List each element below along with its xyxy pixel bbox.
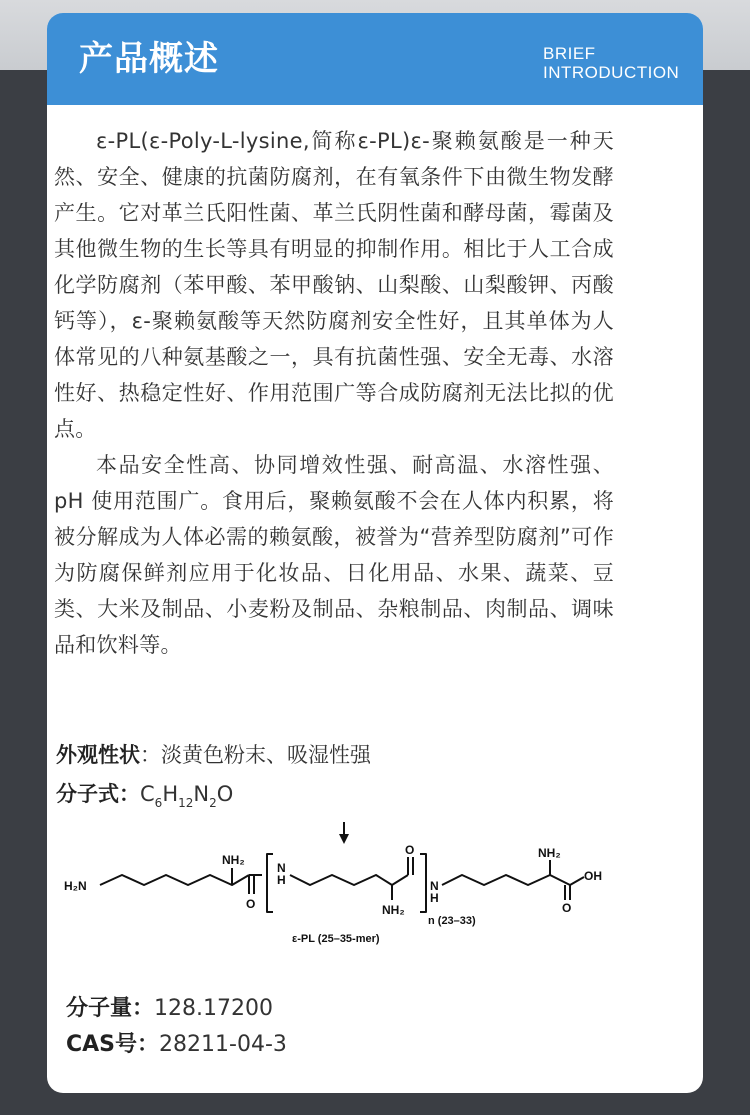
bracket-left (267, 854, 273, 912)
description-text (54, 123, 614, 663)
formula-n: N (193, 782, 210, 806)
label-nh2-2: NH₂ (382, 903, 405, 917)
header-en-line2: INTRODUCTION (543, 63, 680, 82)
structure-diagram (52, 812, 632, 962)
formula-h-count: 12 (178, 796, 194, 810)
label-nh2-3: NH₂ (538, 846, 561, 860)
formula-c: C (140, 782, 155, 806)
mw-value: 128.17200 (154, 996, 273, 1021)
appearance-label: 外观性状 (56, 743, 140, 767)
label-repeat: n (23–33) (428, 915, 476, 927)
label-n-2: N (430, 879, 439, 893)
chain-1 (100, 875, 249, 885)
mw-row (66, 994, 273, 1024)
label-oh: OH (584, 869, 602, 883)
paragraph-2: 本品安全性高、协同增效性强、耐高温、水溶性强、pH 使用范围广。食用后，聚赖氨酸不会在人体内积累，将被分解成为人体必需的赖氨酸，被誉为“营养型防腐剂”可作为防腐保鲜剂应用于化妆品、日化用品、水果、蔬菜、豆类、大米及制品、小麦粉及制品、杂粮制品、肉制品、调味品和饮料等。 (54, 453, 614, 657)
header-title: 产品概述 (79, 39, 219, 79)
formula-o: O (216, 782, 234, 806)
label-h2n: H₂N (64, 879, 87, 893)
label-h-2: H (430, 891, 439, 905)
card-header (47, 13, 703, 105)
cas-value: 28211-04-3 (159, 1032, 287, 1057)
label-nh2-1: NH₂ (222, 853, 245, 867)
mw-label: 分子量： (66, 996, 155, 1021)
label-n-1: N (277, 861, 286, 875)
arrow-head (339, 834, 349, 844)
label-o-2: O (405, 843, 415, 857)
oh-bond (570, 877, 584, 885)
appearance-row (56, 740, 371, 770)
formula-label: 分子式： (56, 782, 140, 806)
formula-h: H (162, 782, 179, 806)
header-en-line1: BRIEF (543, 44, 596, 63)
bracket-right (420, 854, 426, 912)
chain-2 (290, 875, 408, 885)
chain-3 (442, 875, 570, 885)
label-h-1: H (277, 873, 286, 887)
formula-c-count: 6 (154, 796, 163, 810)
paragraph-1: ε-PL(ε-Poly-L-lysine,简称ε-PL)ε-聚赖氨酸是一种天然、安全、健康的抗菌防腐剂，在有氧条件下由微生物发酵产生。它对革兰氏阳性菌、革兰氏阴性菌和酵母菌，霉菌及其他微生物的生长等具有明显的抑制作用。相比于人工合成化学防腐剂（苯甲酸、苯甲酸钠、山梨酸、山梨酸钾、丙酸钙等），ε-聚赖氨酸等天然防腐剂安全性好，且其单体为人体常见的八种氨基酸之一，具有抗菌性强、安全无毒、水溶性好、热稳定性好、作用范围广等合成防腐剂无法比拟的优点。 (54, 129, 614, 441)
appearance-value: 淡黄色粉末、吸湿性强 (161, 743, 371, 767)
label-caption: ε-PL (25–35-mer) (292, 933, 380, 945)
formula-n-count: 2 (209, 796, 217, 810)
cas-row (66, 1030, 287, 1060)
label-o-3: O (562, 901, 572, 915)
header-english-title (543, 44, 679, 82)
cas-label: CAS号： (66, 1032, 160, 1057)
appearance-sep: ： (140, 743, 161, 767)
label-o-1: O (246, 897, 256, 911)
